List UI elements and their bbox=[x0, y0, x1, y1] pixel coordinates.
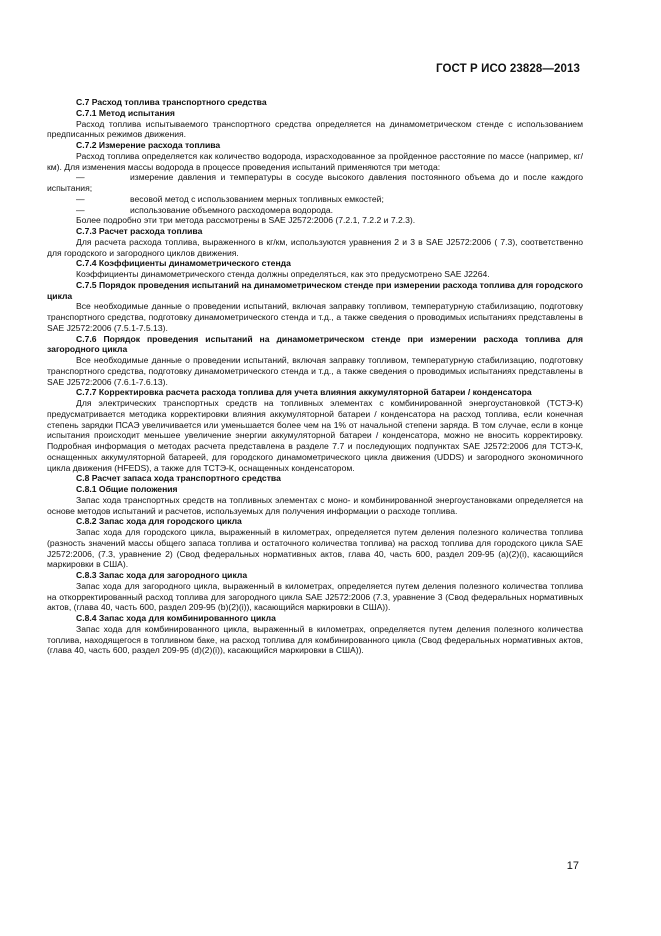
paragraph: Запас хода транспортных средств на топливных элементах с моно- и комбинированной энергоустановками определяется на основе методов испытаний и расчетов, используемых для получения информации о расходе топлива. bbox=[47, 494, 583, 516]
paragraph: Для расчета расхода топлива, выраженного в кг/км, используются уравнения 2 и 3 в SAE J2572:2006 ( 7.3), соответственно для городского и загородного циклов движения. bbox=[47, 236, 583, 258]
section-heading: С.7 Расход топлива транспортного средства bbox=[76, 97, 267, 107]
section-heading: С.7.4 Коэффициенты динамометрического стенда bbox=[76, 258, 291, 269]
paragraph: Все необходимые данные о проведении испытаний, включая заправку топливом, температурную стабилизацию, подготовку транспортного средства, подготовку динамометрического стенда и т.д., а также сведения о проводимых испытаниях представлены в SAE J2572:2006 (7.6.1-7.6.13). bbox=[47, 355, 583, 387]
page-number: 17 bbox=[566, 860, 579, 872]
section-heading: С.8 Расчет запаса хода транспортного средства bbox=[76, 473, 281, 484]
section-heading: С.7.7 Корректировка расчета расхода топлива для учета влияния аккумуляторной батареи / конденсатора bbox=[76, 387, 532, 398]
list-item-text: использование объемного расходомера водорода. bbox=[130, 204, 334, 215]
paragraph: Все необходимые данные о проведении испытаний, включая заправку топливом, температурную стабилизацию, подготовку транспортного средства, подготовку динамометрического стенда и т.д., а также сведения о проводимых испытаниях представлены в SAE J2572:2006 (7.5.1-7.5.13). bbox=[47, 301, 583, 333]
section-heading: С.7.1 Метод испытания bbox=[76, 107, 175, 118]
section-heading: С.8.4 Запас хода для комбинированного цикла bbox=[76, 613, 276, 623]
section-heading: С.7.6 Порядок проведения испытаний на динамометрическом стенде при измерении расхода топлива для загородного цикла bbox=[47, 333, 583, 355]
list-item-text: измерение давления и температуры в сосуде высокого давления постоянного объема до и после каждого испытания; bbox=[47, 172, 583, 193]
list-item-text: весовой метод с использованием мерных топливных емкостей; bbox=[130, 193, 384, 204]
section-heading: С.8.3 Запас хода для загородного цикла bbox=[76, 570, 248, 580]
paragraph: Запас хода для загородного цикла, выраженный в километрах, определяется путем деления полезного количества топлива на откорректированный расход топлива для загородного цикла SAE J2572:2006 (7.3, уравнение 3 (Свод федеральных нормативных актов, (глава 40, часть 600, раздел 209-95 (b)(2)(i)), касающийся маркировки в США)). bbox=[47, 580, 583, 613]
list-item bbox=[47, 194, 583, 205]
paragraph: Запас хода для комбинированного цикла, выраженный в километрах, определяется путем деления полезного количества топлива, находящегося в топливном баке, на расход топлива для комбинированного цикла (Свод федеральных нормативных актов, (глава 40, часть 600, раздел 209-95 (d)(2)(i)), касающийся маркировки в США)). bbox=[47, 623, 583, 656]
list-item bbox=[47, 172, 583, 194]
paragraph: Расход топлива определяется как количество водорода, израсходованное за пройденное расстояние по массе (например, кг/км). Для изменения массы водорода в процессе проведения испытаний применяются три метода: bbox=[47, 150, 583, 172]
paragraph: Расход топлива испытываемого транспортного средства определяется на динамометрическом стенде с использованием предписанных режимов движения. bbox=[47, 118, 583, 140]
section-heading: С.7.5 Порядок проведения испытаний на динамометрическом стенде при измерении расхода топлива для городского цикла bbox=[47, 279, 583, 301]
section-heading: С.8.2 Запас хода для городского цикла bbox=[76, 516, 242, 527]
document-header: ГОСТ Р ИСО 23828—2013 bbox=[435, 63, 580, 75]
list-dash: — bbox=[76, 172, 85, 183]
paragraph: Коэффициенты динамометрического стенда должны определяться, как это предусмотрено SAE J2264. bbox=[76, 269, 490, 279]
section-heading: С.8.1 Общие положения bbox=[76, 484, 178, 494]
list-dash: — bbox=[76, 204, 85, 215]
paragraph: Более подробно эти три метода рассмотрены в SAE J2572:2006 (7.2.1, 7.2.2 и 7.2.3). bbox=[76, 215, 416, 226]
section-heading: С.7.3 Расчет расхода топлива bbox=[76, 226, 203, 236]
list-dash: — bbox=[76, 193, 85, 204]
paragraph: Для электрических транспортных средств на топливных элементах с комбинированной энергоустановкой (ТСТЭ-К) предусматривается методика корректировки влияния аккумуляторной батареи / конденсатора на расход топлива, если конечная степень зарядки ПСАЭ увеличивается или уменьшается более чем на 1% от начальной степени заряда. В том случае, если в конце испытания происходит меньшее увеличение энергии аккумуляторной батареи / конденсатора, можно не вносить корректировку. Подробная информация о методах расчета представлена в разделе 7.7 и последующих подпунктах SAE J2572:2006 для ТСТЭ-К, оснащенных аккумуляторной батареей, для городского динамометрического цикла движения (UDDS) и загородного экономичного цикла движения (HFEDS), а также для ТСТЭ-К, оснащенных конденсатором. bbox=[47, 398, 583, 473]
document-body bbox=[47, 97, 583, 656]
list-item bbox=[47, 205, 583, 216]
section-heading: С.7.2 Измерение расхода топлива bbox=[76, 140, 221, 150]
paragraph: Запас хода для городского цикла, выраженный в километрах, определяется путем деления полезного количества топлива (разность значений массы общего запаса топлива и остаточного количества топлива) на расход топлива для городского цикла SAE J2572:2006, (7.3, уравнение 2) (Свод федеральных нормативных актов, глава 40, часть 600, раздел 209-95 (a)(2)(i), касающийся маркировки в США). bbox=[47, 527, 583, 570]
